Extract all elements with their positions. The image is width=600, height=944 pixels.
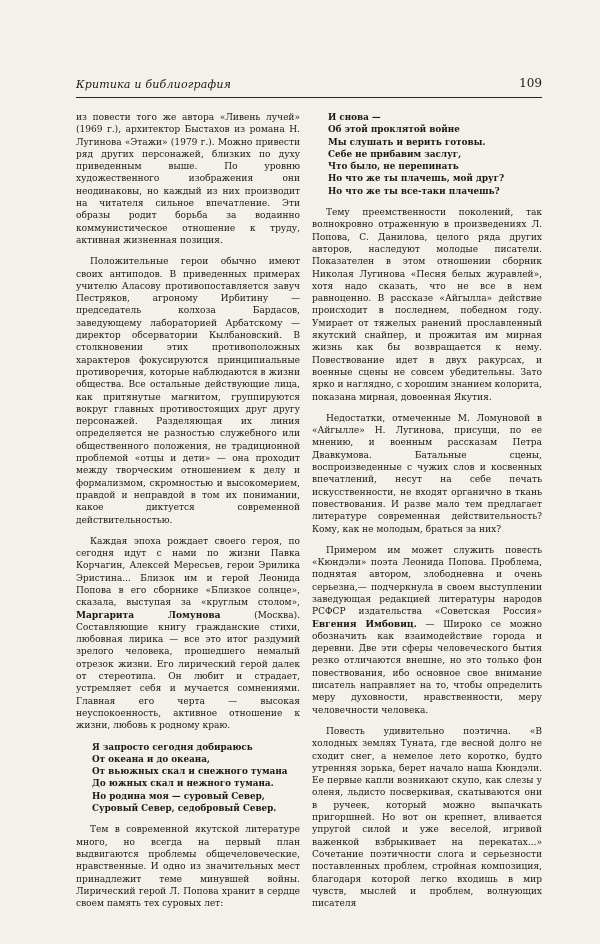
verse-line: Но что же ты плачешь, мой друг? [328, 174, 505, 185]
verse-line: От вьюжных скал и снежного тумана [92, 767, 288, 778]
verse-line: Я запросто сегодня добираюсь [92, 742, 253, 753]
paragraph: из повести того же автора «Ливень лучей» (1969 г.), архитектор Быстахов из романа Н. Лугинова «Этажи» (1979 г.). Можно привести ряд других персонажей, близких по духу приведенным выше. По уровню художественного изображения они неодинаковы, но каждый из них производит на читателя сильное впечатление. Эти образы родит борьба за водаинно коммунистическое отношение к труду, активная жизненная позиция. [76, 113, 300, 246]
right-column [312, 112, 542, 910]
paragraph-text: — Широко се можно обозначить как взаимодействие города и деревни. Две эти сферы человеческого бытия резко отличаются внешне, но это только фон повествования, ибо основное свое внимание писатель направляет на то, чтобы определить меру духовности, нравственности, меру человечности человека. [312, 619, 543, 716]
verse-line: Суровый Север, седобровый Север. [92, 804, 277, 815]
verse-line: Об этой проклятой войне [328, 125, 460, 136]
paragraph: Положительные герои обычно имеют своих антиподов. В приведенных примерах учителю Аласову противопоставляется завуч Пестряков, агроному Ирбитину — председатель колхоза Бардасов, заведующему лабораторией Арбатскому — директор обсерватории Кылбановский. В столкновении этих противоположных характеров фокусируются принципиальные противоречия, которые наблюдаются в жизни общества. Все остальные действующие лица, как притянутые магнитом, группируются вокруг главных противостоящих друг другу персонажей. Разделяющая их линия определяется не разностью служебного или общественного положения, не традиционной проблемой «отцы и дети» — она проходит между творческим отношением к делу и формализмом, скромностью и высокомерием, правдой и неправдой в том их понимании, какое диктуется современной действительностью. [76, 257, 300, 526]
poem-excerpt [312, 112, 542, 198]
verse-line: Что было, не перепинать [328, 162, 459, 173]
left-column [76, 112, 300, 910]
verse-line: Но родина моя — суровый Север, [92, 791, 265, 802]
paragraph [76, 536, 300, 733]
verse-line: От океана и до океана, [92, 754, 210, 765]
paragraph [312, 545, 542, 717]
paragraph: Недостатки, отмеченные М. Ломуновой в «Айгылле» Н. Лугинова, присущи, по ее мнению, и военным рассказам Петра Двавкумова. Батальные сцены, воспроизведенные с чужих слов и косвенных впечатлений, несут на себе печать искусственности, не входят органично в ткань повествования. И разве малo тем предлагает литературе современная действительность? Кому, как не молодым, браться за них? [312, 413, 542, 535]
page-number: 109 [519, 76, 542, 90]
verse-line: Себе не прибавим заслуг, [328, 149, 462, 160]
verse-line: Мы слушать и верить готовы. [328, 137, 486, 148]
header-rule [76, 97, 542, 98]
poem-excerpt [76, 742, 300, 816]
paragraph-text: (Москва). Составляющие книгу гражданские стихи, любовная лирика — все это итог раздумий зрелого человека, прошедшего немалый отрезок жизни. Его лирический герой далек от стереотипа. Он любит и страдает, устремляет себя и мучается сомнениями. Главная его черта — высокая неуспокоенность, активное отношение к жизни, любовь к родному краю. [76, 610, 300, 732]
speaker-name: Маргарита Ломунова [76, 610, 221, 621]
paragraph-text: Каждая эпоха рождает своего героя, по сегодня идут с нами по жизни Павка Корчагин, Алексей Мересьев, герои Эрилика Эристина... Близок им и герой Леонида Попова в его сборнике «Близкое солнце», сказала, выступая за «круглым столом», [76, 536, 300, 609]
paragraph: Повесть удивительно поэтична. «В холодных землях Туната, где весной долго не сходит снег, а немелое лето коротко, будто утренняя зорька, берет начало наша Кюндэли. Ее первые капли возникают скупо, как слезы у оленя, льдисто посверкивая, скатываются они в ручеек, который можно выпачкать пригоршней. Но вот он крепнет, вливается упругой силой и уже веселой, игривой важенкой взбрыкивает на перекатах...» Сочетание поэтичности слога и серьезности поставленных проблем, стройная композиция, благодаря которой легко входишь в мир чувств, мыслей и проблем, волнующих писателя [312, 726, 542, 910]
speaker-name: Евгения Имбовиц. [312, 619, 417, 630]
paragraph: Тем в современной якутской литературе много, но всегда на первый план выдвигаются проблемы общечеловеческие, нравственные. И одно из значительных мест принадлежит теме минувшей войны. Лирический герой Л. Попова хранит в сердце своем память тех суровых лет: [76, 825, 300, 910]
verse-line: До южных скал и нежного тумана. [92, 779, 274, 790]
paragraph: Тему преемственности поколений, так волнокровно отраженную в произведениях Л. Попова, С. Данилова, целого ряда других авторов, наследуют молодые писатели. Показателен в этом отношении сборник Николая Лугинова «Песня белых журавлей», хотя надо сказать, что не все в нем равноценно. В рассказе «Айгылла» действие происходит в последнем, победном году. Умирает от тяжелых ранений прославленный якутский снайпер, и прожитая им мирная жизнь как бы возвращается к нему. Повествование идет в двух ракурсах, и военные сцены не совсем убедительны. Зато ярко и наглядно, с хорошим знанием колорита, показана мирная, довоенная Якутия. [312, 208, 542, 403]
verse-line: И снова — [328, 113, 381, 123]
verse-line: Но что же ты все-таки плачешь? [328, 186, 500, 197]
paragraph-text: Примером им может служить повесть «Кюндэли» поэта Леонида Попова. Проблема, поднятая автором, злободневна и очень серьезна,— подчеркнула в своем выступлении заведующая редакцией литературы народов РСФСР издательства «Советская Россия» [312, 545, 542, 618]
running-title: Критика и библиография [76, 78, 232, 91]
